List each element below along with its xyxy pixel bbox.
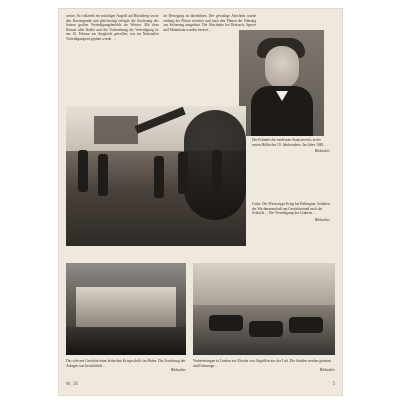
top-photo bbox=[66, 106, 246, 246]
bottom-left-caption-text: Das schwere Geschütz eines britischen Kriegsschiffs im Hafen. Die Zerstörung der Anlagen war beträchtlich ... bbox=[66, 359, 186, 368]
water-surface bbox=[66, 327, 186, 355]
bottom-left-photo bbox=[66, 263, 186, 355]
page-number: Nr. 16 bbox=[66, 381, 78, 386]
page-mark: 5 bbox=[332, 381, 335, 386]
photo1-caption-credit: Bildarchiv bbox=[314, 217, 330, 222]
photo1-caption bbox=[252, 202, 330, 252]
portrait-face bbox=[265, 46, 299, 88]
bottom-right-photo bbox=[193, 263, 335, 355]
portrait-caption-text: Der Erfinder des modernen Staatsstreichs in der ersten Hälfte des 19. Jahrhunderts: Im Jahre 1848 ... bbox=[252, 138, 327, 147]
paragraph-2: an Bewegung zu überführen. Der gewaltige Abschnitt wurde entlang der Flüsse errichtet und nach den Plänen der Führung zur Sicherung ausgebaut. Die Abschnitte bei Breisach, Speyer und Mannheim wurden besetzt... bbox=[163, 14, 256, 32]
bottom-right-caption-credit: Bildarchiv bbox=[319, 368, 335, 372]
paragraph-1: weiter, So vollzieht ein mächtiger Angriff auf Rheinberg sowie den Knotenpunkt und gleichzeitig erfolgte die Auslösung des letzten großen Verteidigungsbefehls im Westen. Mit dem Einsatz aller Kräfte und der Vorbereitung der Verteidigung ist am 10. Februar ein Ausgleich getroffen, wie im Nationalen Verteidigungsrat geplant wurde. ... bbox=[66, 14, 159, 41]
bottom-left-caption bbox=[66, 359, 186, 381]
guard-figure bbox=[98, 154, 108, 196]
bottom-left-caption-credit: Bildarchiv bbox=[170, 368, 186, 372]
guard-figure bbox=[78, 150, 88, 192]
guard-figure bbox=[212, 150, 222, 192]
ship-structure bbox=[76, 287, 176, 327]
car bbox=[289, 317, 323, 333]
portrait-photo bbox=[239, 30, 324, 136]
portrait-caption-credit: Bildarchiv bbox=[314, 149, 330, 153]
car bbox=[209, 315, 243, 331]
photo-door bbox=[94, 116, 138, 144]
bottom-right-caption-text: Vorbereitungen in London zur Abwehr von Angriffen aus der Luft. Die Straßen werden geräumt und Fahrzeuge ... bbox=[193, 359, 331, 368]
guard-figure bbox=[178, 152, 188, 194]
car bbox=[249, 321, 283, 337]
street-building bbox=[193, 263, 335, 305]
article-body-text bbox=[66, 14, 256, 112]
guard-figure bbox=[154, 156, 164, 198]
document-page bbox=[58, 8, 343, 396]
bottom-right-caption bbox=[193, 359, 335, 381]
photo1-caption-text: Links: Der Mississippi-Krieg bei Bebington. Soldaten der Wachmannschaft am Geschützstand nach der Schlacht ... Die Verteidigung des Grabens ... bbox=[252, 202, 330, 215]
